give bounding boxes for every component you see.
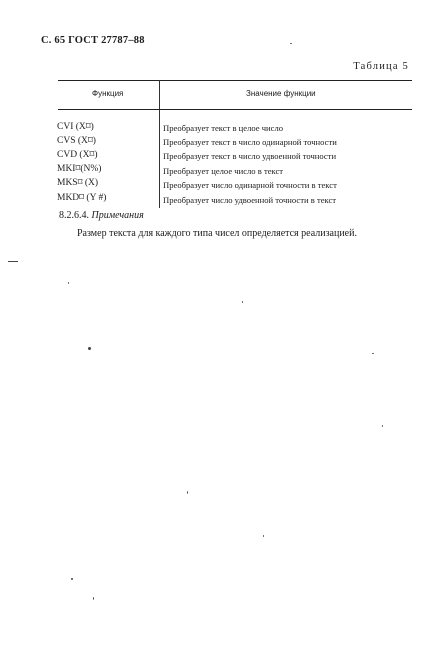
scan-speck <box>290 43 292 44</box>
table-cell-description: Преобразует целое число в текст <box>163 166 284 176</box>
column-header-description: Значение функции <box>246 89 316 98</box>
note-text: Размер текста для каждого типа чисел определяется реализацией. <box>77 228 357 239</box>
scan-speck <box>68 282 69 284</box>
scan-speck <box>71 578 73 580</box>
table-cell-description: Преобразует текст в число удвоенной точности <box>163 151 337 161</box>
table-cell-function: MKI⌑(N%) <box>57 164 102 174</box>
table-cell-function: CVS (X⌑) <box>57 136 96 146</box>
note-title: Примечания <box>91 210 144 221</box>
scan-speck <box>382 425 383 427</box>
scan-speck <box>187 491 188 494</box>
scan-speck <box>88 347 91 350</box>
note-heading <box>59 210 144 221</box>
table-top-rule <box>58 80 412 81</box>
table-cell-function: CVI (X⌑) <box>57 122 94 132</box>
table-cell-description: Преобразует число одинарной точности в текст <box>163 180 337 190</box>
table-caption: Таблица 5 <box>353 61 409 72</box>
table-cell-function: MKD⌑ (Y #) <box>57 193 107 203</box>
scan-speck <box>372 353 374 354</box>
table-cell-function: CVD (X⌑) <box>57 150 98 160</box>
table-column-divider <box>159 80 160 208</box>
scan-speck <box>93 597 94 600</box>
table-header-rule <box>58 109 412 110</box>
table-cell-function: MKS⌑ (X) <box>57 178 99 188</box>
page-header: С. 65 ГОСТ 27787–88 <box>41 35 145 46</box>
note-number: 8.2.6.4. <box>59 210 89 221</box>
scan-speck <box>8 261 18 262</box>
table-cell-description: Преобразует текст в число одинарной точности <box>163 137 337 147</box>
scan-speck <box>242 301 243 303</box>
table-cell-description: Преобразует текст в целое число <box>163 123 284 133</box>
scan-speck <box>263 535 264 537</box>
table-cell-description: Преобразует число удвоенной точности в текст <box>163 195 337 205</box>
column-header-function: Функция <box>92 89 124 98</box>
